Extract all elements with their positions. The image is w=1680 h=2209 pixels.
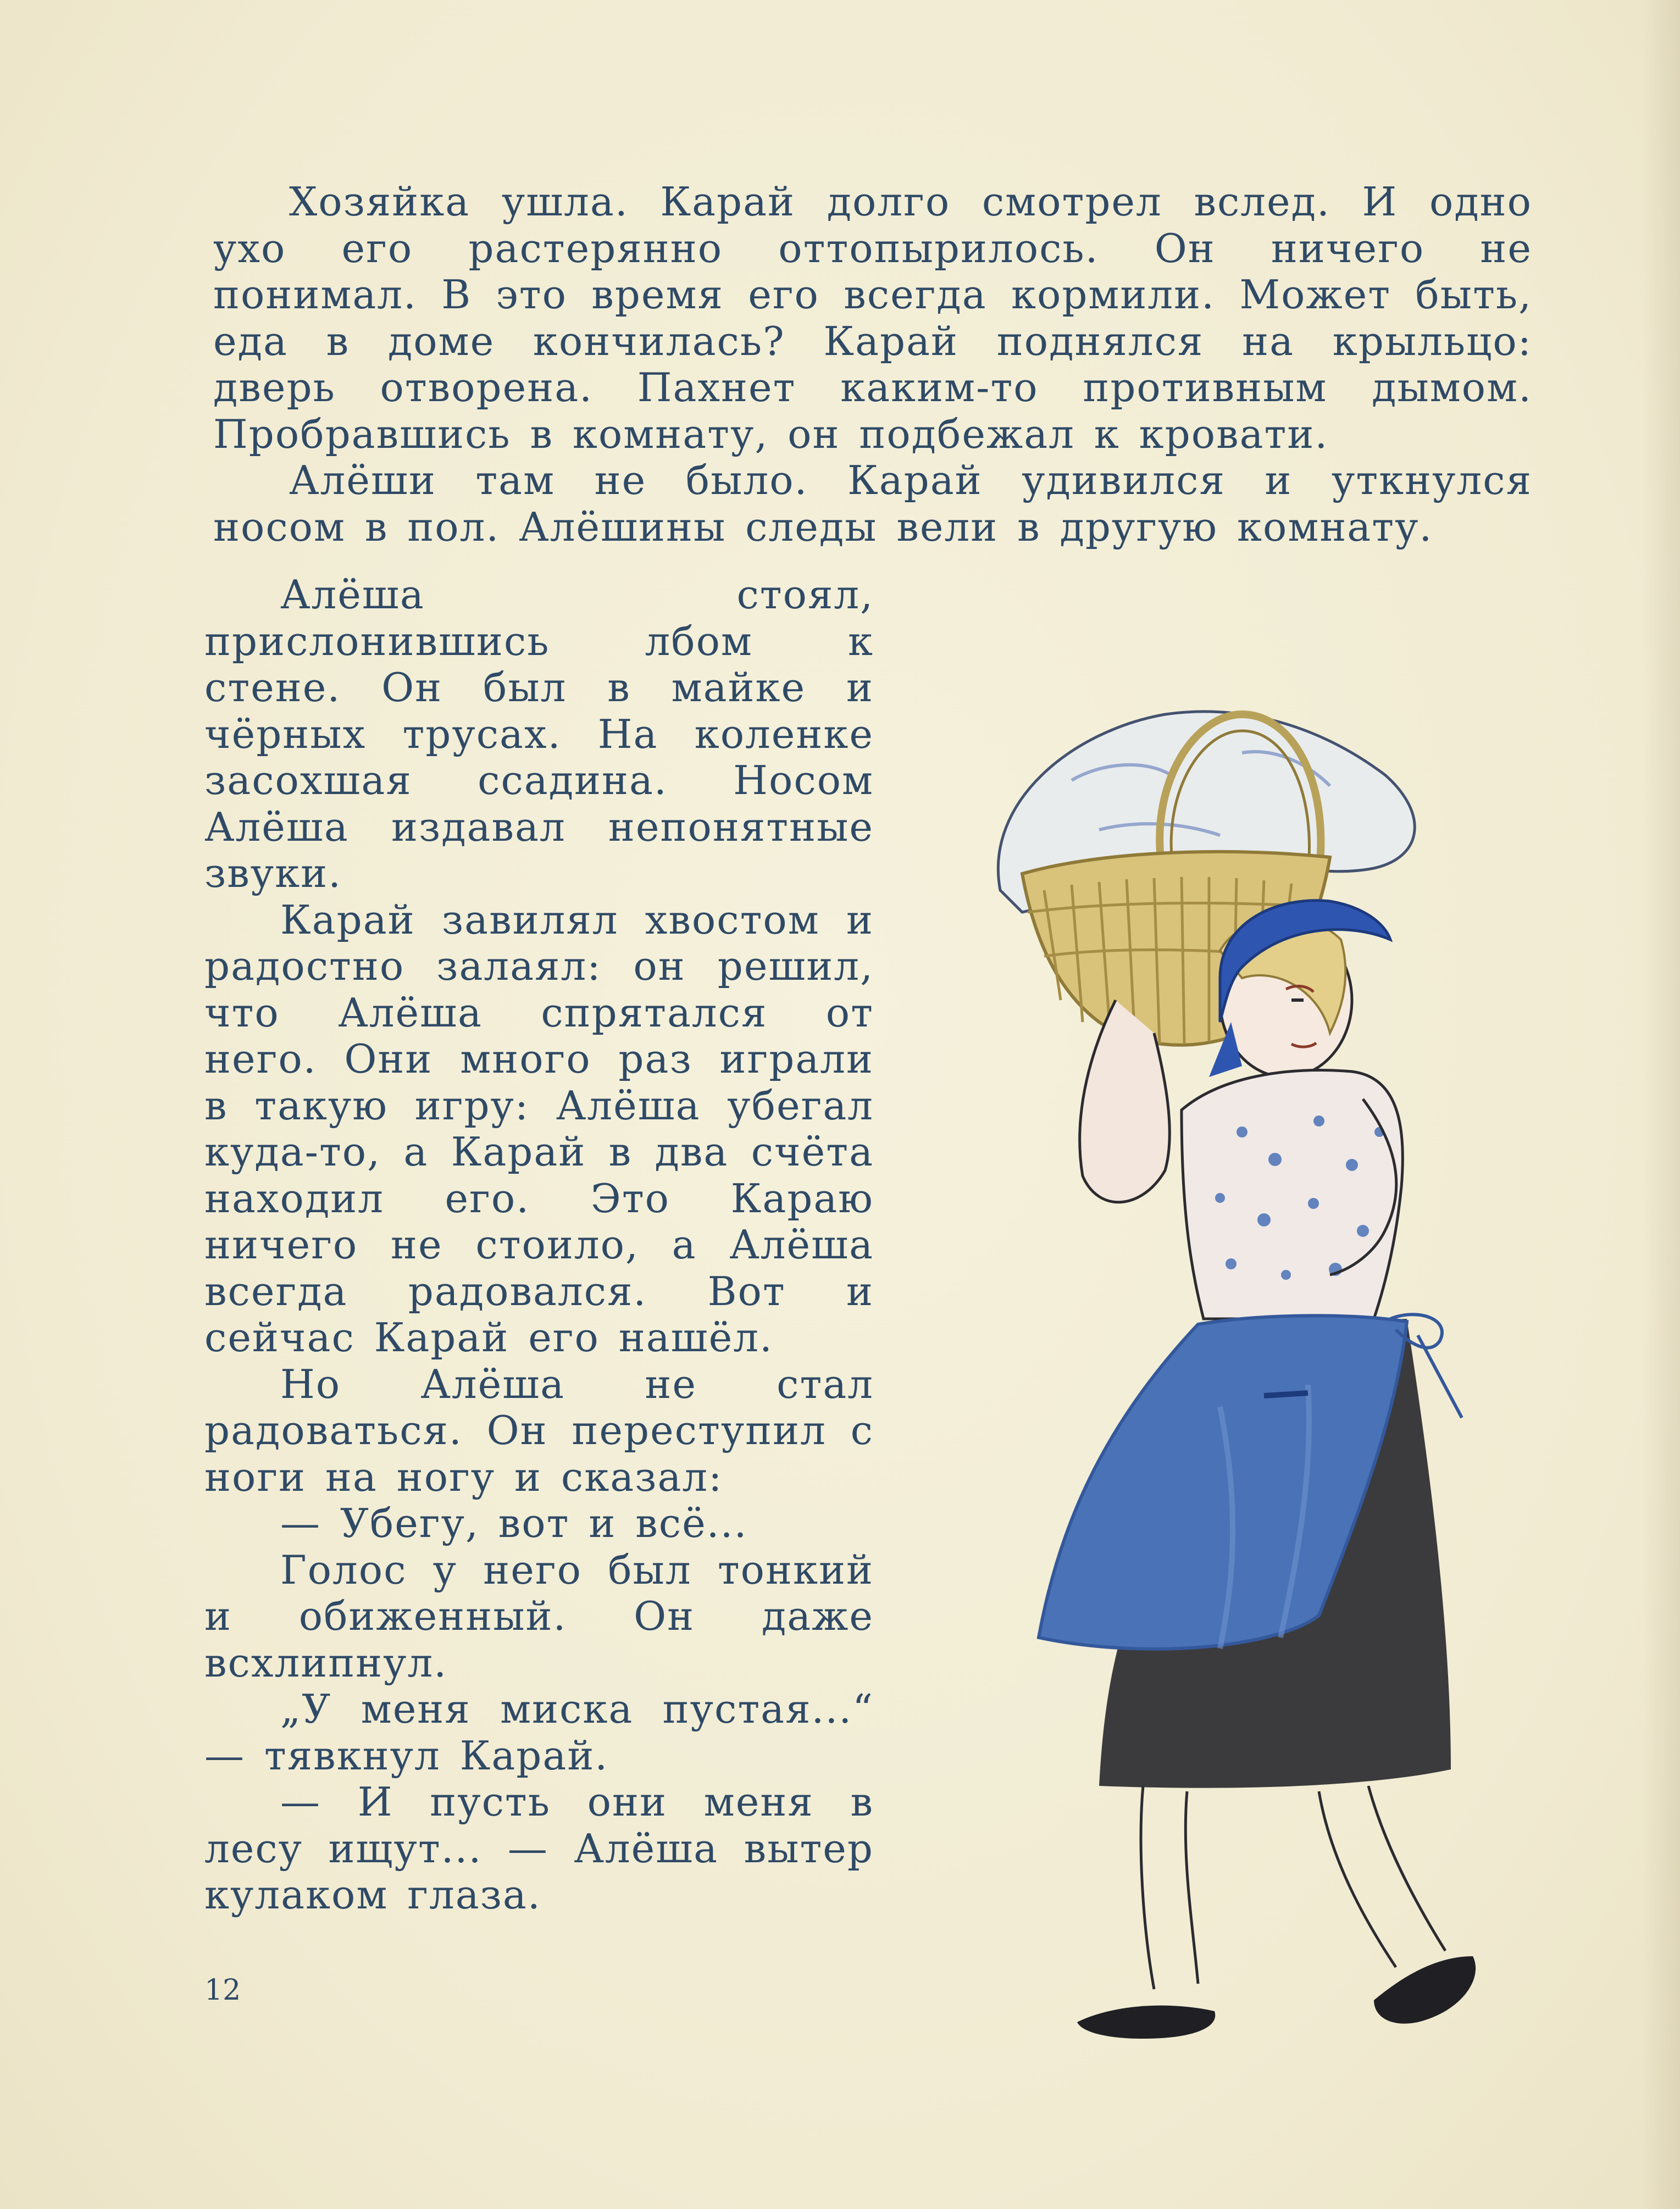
text-block-top (213, 179, 1532, 550)
page-number: 12 (204, 1974, 241, 2007)
paragraph: Алёша стоял, прислонившись лбом к стене. Он был в майке и чёрных трусах. На коленке засохшая ссадина. Носом Алёша издавал непонятные звуки. (204, 571, 874, 896)
right-shoe (1374, 1956, 1476, 2024)
paragraph: — И пусть они меня в лесу ищут... — Алёша вытер кулаком глаза. (204, 1779, 874, 1918)
left-shoe (1077, 2006, 1215, 2039)
paragraph: Карай завилял хвостом и радостно залаял: он решил, что Алёша спрятался от него. Они много раз играли в такую игру: Алёша убегал куда-то, а Карай в два счёта находил его. Это Караю ничего не стоило, а Алёша всегда радовался. Вот и сейчас Карай его нашёл. (204, 896, 874, 1361)
paragraph: „У меня миска пустая...“ — тявкнул Карай. (204, 1686, 874, 1779)
paragraph: Голос у него был тонкий и обиженный. Он даже всхлипнул. (204, 1546, 874, 1686)
paragraph: — Убегу, вот и всё... (280, 1500, 748, 1546)
girl-with-basket-illustration (934, 692, 1550, 2099)
page-gutter-shadow (1642, 0, 1680, 2209)
text-column (204, 571, 874, 1918)
paragraph: Но Алёша не стал радоваться. Он переступил с ноги на ногу и сказал: (204, 1361, 874, 1500)
paragraph: Алёши там не было. Карай удивился и уткнулся носом в пол. Алёшины следы вели в другую комнату. (213, 457, 1532, 550)
legs (1141, 1786, 1445, 1989)
paragraph: Хозяйка ушла. Карай долго смотрел вслед. И одно ухо его растерянно оттопырилось. Он ничего не понимал. В это время его всегда кормили. Может быть, еда в доме кончилась? Карай поднялся на крыльцо: дверь отворена. Пахнет каким-то противным дымом. Пробравшись в комнату, он подбежал к кровати. (213, 179, 1532, 457)
